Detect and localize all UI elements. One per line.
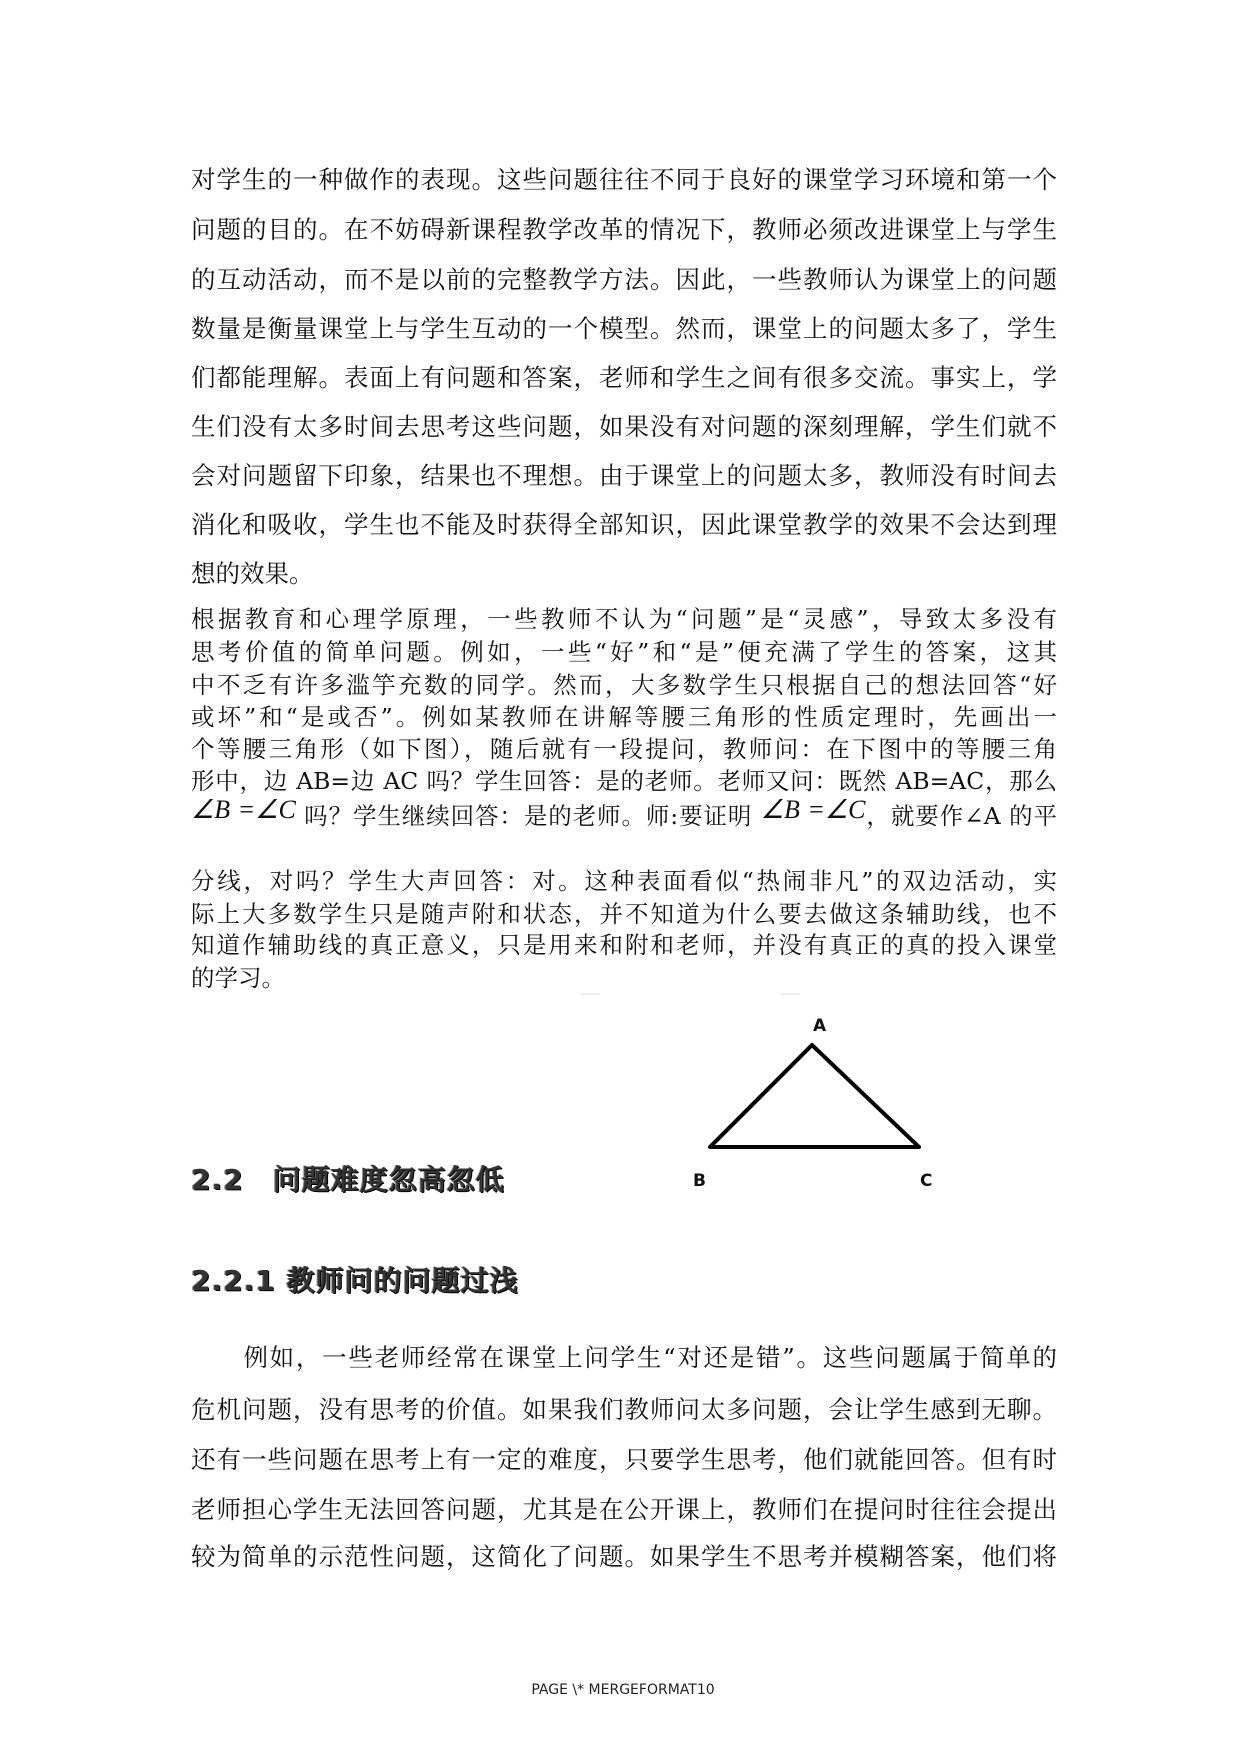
text-line: 际上大多数学生只是随声附和状态，并不知道为什么要去做这条辅助线，也不	[191, 900, 1057, 928]
text-segment: ，就要作∠A 的平	[865, 802, 1057, 830]
math-text-line	[191, 795, 1057, 831]
text-line: 想的效果。	[191, 559, 314, 588]
text-line: 较为简单的示范性问题，这简化了问题。如果学生不思考并模糊答案，他们将	[191, 1542, 1057, 1571]
text-line: 数量是衡量课堂上与学生互动的一个模型。然而，课堂上的问题太多了，学生	[191, 314, 1057, 343]
vertex-label-c: C	[920, 1171, 933, 1191]
text-line: 例如，一些老师经常在课堂上问学生“对还是错”。这些问题属于简单的	[191, 1343, 1057, 1372]
vertex-label-a: A	[813, 1016, 827, 1036]
text-line: 分线，对吗？学生大声回答：对。这种表面看似“热闹非凡”的双边活动，实	[191, 867, 1057, 895]
text-segment: 吗？学生继续回答：是的老师。师:要证明	[295, 802, 761, 830]
text-line: 的学习。	[191, 964, 285, 992]
text-line: 个等腰三角形（如下图），随后就有一段提问，教师问：在下图中的等腰三角	[191, 735, 1057, 763]
subsection-heading: 2.2.1 教师问的问题过浅	[191, 1264, 519, 1297]
text-line: 的互动活动，而不是以前的完整教学方法。因此，一些教师认为课堂上的问题	[191, 265, 1057, 294]
text-line: 生们没有太多时间去思考这些问题，如果没有对问题的深刻理解，学生们就不	[191, 412, 1057, 441]
text-line: 问题的目的。在不妨碍新课程教学改革的情况下，教师必须改进课堂上与学生	[191, 215, 1057, 244]
text-line: 会对问题留下印象，结果也不理想。由于课堂上的问题太多，教师没有时间去	[191, 461, 1057, 490]
text-line: 们都能理解。表面上有问题和答案，老师和学生之间有很多交流。事实上，学	[191, 363, 1057, 392]
page-footer: PAGE \* MERGEFORMAT10	[531, 1682, 715, 1698]
text-line: 或坏”和“是或否”。例如某教师在讲解等腰三角形的性质定理时，先画出一	[191, 703, 1057, 731]
text-line: 中不乏有许多滥竽充数的同学。然而，大多数学生只根据自己的想法回答“好	[191, 671, 1057, 699]
text-line: 知道作辅助线的真正意义，只是用来和附和老师，并没有真正的真的投入课堂	[191, 931, 1057, 959]
text-line: 危机问题，没有思考的价值。如果我们教师问太多问题，会让学生感到无聊。	[191, 1395, 1057, 1424]
text-line: 形中，边 AB=边 AC 吗？学生回答：是的老师。老师又问：既然 AB=AC，那么	[191, 767, 1057, 795]
angle-equation: ∠B =∠C	[760, 795, 866, 824]
vertex-label-b: B	[693, 1171, 706, 1191]
text-line: 消化和吸收，学生也不能及时获得全部知识，因此课堂教学的效果不会达到理	[191, 510, 1057, 539]
text-line: 对学生的一种做作的表现。这些问题往往不同于良好的课堂学习环境和第一个	[191, 165, 1057, 194]
isosceles-triangle	[560, 985, 940, 1195]
text-line: 根据教育和心理学原理，一些教师不认为“问题”是“灵感”，导致太多没有	[191, 605, 1057, 633]
angle-equation: ∠B =∠C	[191, 795, 296, 824]
text-line: 思考价值的简单问题。例如，一些“好”和“是”便充满了学生的答案，这其	[191, 638, 1057, 666]
text-line: 老师担心学生无法回答问题，尤其是在公开课上，教师们在提问时往往会提出	[191, 1495, 1057, 1524]
section-heading: 2.2 问题难度忽高忽低	[191, 1163, 505, 1196]
text-line: 还有一些问题在思考上有一定的难度，只要学生思考，他们就能回答。但有时	[191, 1445, 1057, 1474]
